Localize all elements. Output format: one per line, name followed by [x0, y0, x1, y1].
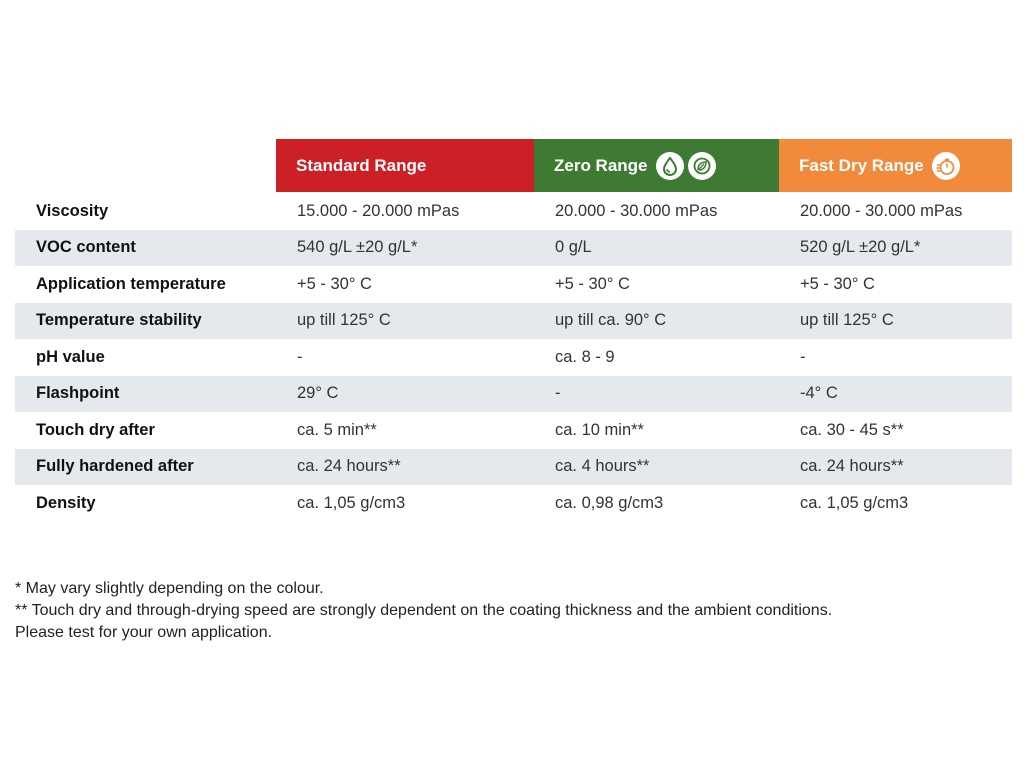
fast-dry-value: - — [800, 347, 806, 366]
row-label: Density — [36, 493, 96, 512]
zero-value: ca. 8 - 9 — [555, 347, 615, 366]
table-row — [15, 230, 1012, 267]
fast-dry-value: ca. 1,05 g/cm3 — [800, 493, 909, 512]
standard-value: - — [297, 347, 303, 366]
zero-value: +5 - 30° C — [555, 274, 630, 293]
table-row — [15, 449, 1012, 486]
fast-dry-value: up till 125° C — [800, 311, 894, 330]
standard-value: 15.000 - 20.000 mPas — [297, 201, 460, 220]
row-label: Flashpoint — [36, 384, 120, 403]
table-row — [15, 339, 1012, 376]
row-label: Touch dry after — [36, 420, 155, 439]
row-label: Fully hardened after — [36, 457, 194, 476]
zero-value: ca. 10 min** — [555, 420, 644, 439]
row-label: VOC content — [36, 238, 136, 257]
comparison-table — [15, 139, 1012, 522]
table-row — [15, 412, 1012, 449]
header-label: Standard Range — [296, 155, 427, 175]
fast-dry-value: ca. 24 hours** — [800, 457, 904, 476]
header-standard-range — [276, 139, 534, 192]
table-row — [15, 266, 1012, 303]
header-fast-dry-range — [779, 139, 1012, 192]
zero-value: - — [555, 384, 561, 403]
zero-value: ca. 0,98 g/cm3 — [555, 493, 664, 512]
footnote: Please test for your own application. — [15, 624, 273, 641]
fast-dry-value: +5 - 30° C — [800, 274, 875, 293]
zero-value: 20.000 - 30.000 mPas — [555, 201, 718, 220]
footnote: * May vary slightly depending on the colour. — [15, 580, 324, 597]
footnotes — [15, 578, 1015, 644]
zero-value: 0 g/L — [555, 238, 592, 257]
table-header — [15, 139, 1012, 192]
zero-value: ca. 4 hours** — [555, 457, 650, 476]
table-row — [15, 303, 1012, 340]
header-label: Fast Dry Range — [799, 155, 924, 175]
fast-dry-value: ca. 30 - 45 s** — [800, 420, 904, 439]
table-row — [15, 193, 1012, 230]
header-zero-range — [534, 139, 779, 192]
fast-dry-value: 520 g/L ±20 g/L* — [800, 238, 921, 257]
row-label: Temperature stability — [36, 311, 202, 330]
zero-value: up till ca. 90° C — [555, 311, 667, 330]
water-drop-icon — [656, 152, 684, 180]
standard-value: +5 - 30° C — [297, 274, 372, 293]
standard-value: ca. 5 min** — [297, 420, 377, 439]
fast-dry-value: 20.000 - 30.000 mPas — [800, 201, 963, 220]
fast-dry-value: -4° C — [800, 384, 838, 403]
standard-value: 29° C — [297, 384, 339, 403]
header-spacer — [15, 139, 276, 192]
footnote: ** Touch dry and through-drying speed are strongly dependent on the coating thickness and the ambient conditions. — [15, 602, 833, 619]
row-label: Application temperature — [36, 274, 226, 293]
standard-value: up till 125° C — [297, 311, 391, 330]
header-label: Zero Range — [554, 155, 648, 175]
standard-value: 540 g/L ±20 g/L* — [297, 238, 418, 257]
row-label: pH value — [36, 347, 105, 366]
standard-value: ca. 1,05 g/cm3 — [297, 493, 406, 512]
standard-value: ca. 24 hours** — [297, 457, 401, 476]
stopwatch-icon — [932, 152, 960, 180]
table-body — [15, 193, 1012, 522]
row-label: Viscosity — [36, 201, 109, 220]
table-row — [15, 485, 1012, 522]
recycle-leaf-icon — [688, 152, 716, 180]
table-row — [15, 376, 1012, 413]
